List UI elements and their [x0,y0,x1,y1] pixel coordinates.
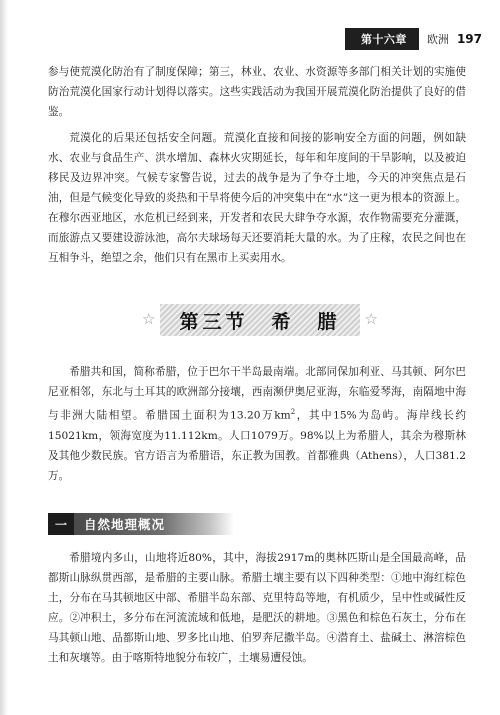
paragraph-greece-intro [48,362,466,486]
page-edge-shadow [0,0,8,715]
star-left-icon: ☆ [142,310,156,328]
section-title: 第三节 希 腊 [179,310,341,333]
geography-block [48,548,466,668]
page-number: 197 [456,32,482,46]
continued-paragraph-block [48,62,466,122]
section-label: 欧洲 [426,33,449,46]
subsection-heading [48,513,466,535]
paragraph-continued: 参与使荒漠化防治有了制度保障；第三，林业、农业、水资源等多部门相关计划的实施使防治荒漠化国家行动计划得以落实。这些实践活动为我国开展荒漠化防治提供了良好的借鉴。 [48,66,466,118]
greece-intro-block [48,362,466,486]
chapter-label: 第十六章 [345,28,419,50]
greece-intro-text-1: 希腊共和国，简称希腊，位于巴尔干半岛最南端。北部同保加利亚、马其顿、阿尔巴尼亚相邻，东北与土耳其的欧洲部分接壤，西南濒伊奥尼亚海，东临爱琴海，南隔地中海与非洲大陆相望。希腊国土面积为13.20万km [48,366,466,422]
subsection-title: 自然地理概况 [74,513,234,535]
greece-intro-text-2: ，其中15%为岛屿。海岸线长约15021km，领海宽度为11.112km。人口1079万。98%以上为希腊人，其余为穆斯林及其他少数民族。官方语言为希腊语，东正教为国教。首都雅典（Athens），人口381.2万。 [48,409,467,482]
star-right-icon: ☆ [364,310,378,328]
running-header [345,28,482,50]
subsection-number: 一 [48,513,74,535]
section-title-banner [140,300,380,340]
paragraph-security: 荒漠化的后果还包括安全问题。荒漠化直接和间接的影响安全方面的问题，例如缺水、农业与食品生产、洪水增加、森林火灾期延长，每年和年度间的干旱影响，以及被迫移民及边界冲突。气候专家警告说，过去的战争是为了争夺土地，今天的冲突焦点是石油，但是气候变化导致的炎热和干旱将使今后的冲突集中在“水”这一更为根本的资源上。在穆尔西亚地区，水危机已经到来，开发者和农民大肆争夺水源，农作物需要充分灌溉，而旅游点又要建设游泳池，高尔夫球场每天还要消耗大量的水。为了庄稼，农民之间也在互相争斗，绝望之余，他们只有在黑市上买卖用水。 [48,132,466,264]
security-paragraph-block [48,128,466,268]
paragraph-geography: 希腊境内多山，山地将近80%，其中，海拔2917m的奥林匹斯山是全国最高峰，品都斯山脉纵贯西部，是希腊的主要山脉。希腊土壤主要有以下四种类型：①地中海红棕色土，分布在马其顿地区中部、希腊半岛东部、克里特岛等地，有机质少，呈中性或碱性反应。②冲积土，多分布在河流流域和低地，是肥沃的耕地。③黑色和棕色石灰土，分布在马其顿山地、品都斯山地、罗多比山地、伯罗奔尼撒半岛。④潜育土、盐碱土、淋溶棕色土和灰壤等。由于喀斯特地貌分布较广，土壤易遭侵蚀。 [48,552,466,664]
superscript-2: 2 [290,408,296,416]
